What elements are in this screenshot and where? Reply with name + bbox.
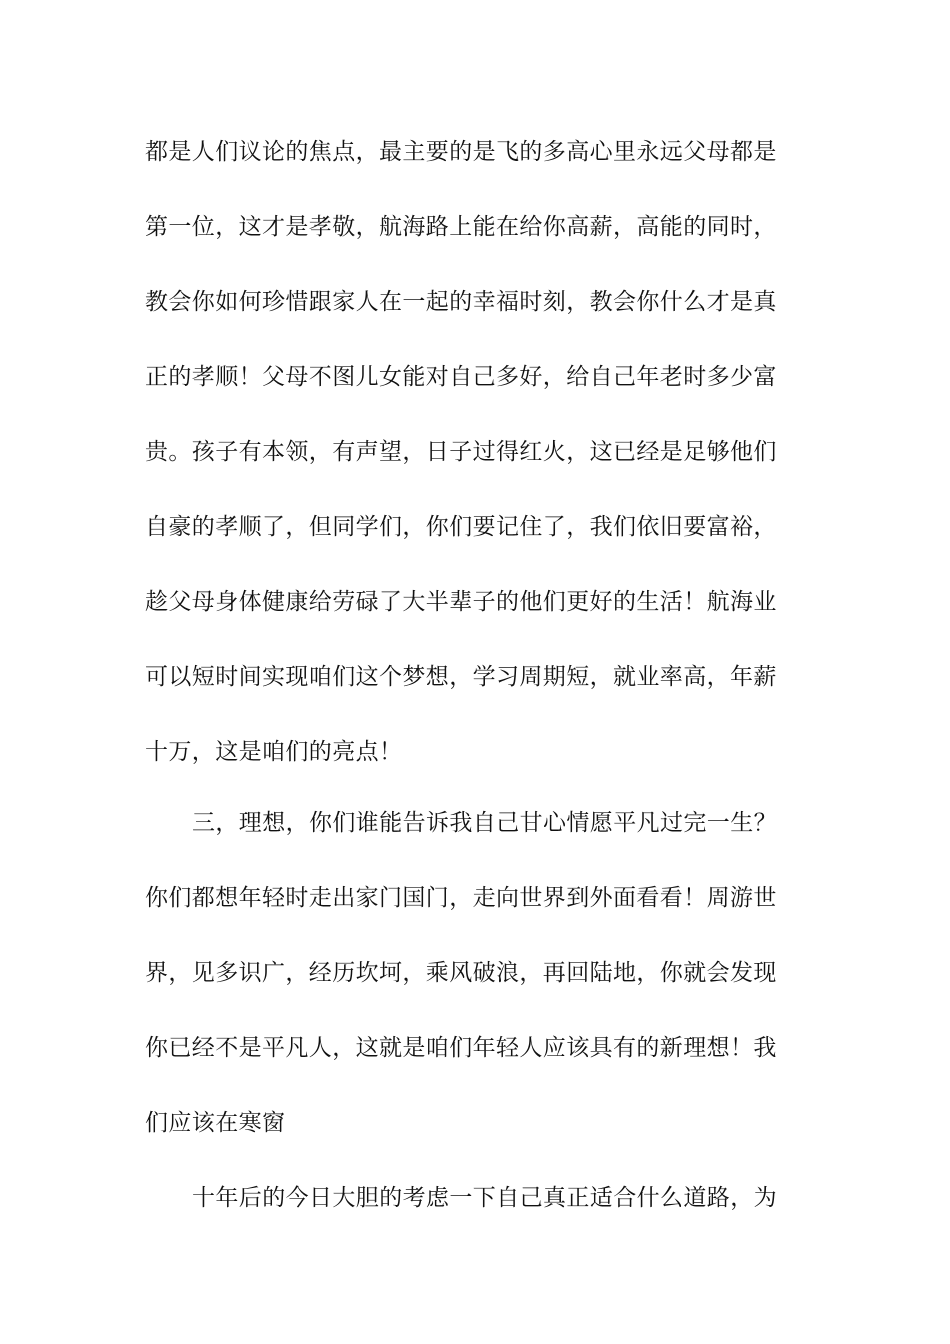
text-line: 都是人们议论的焦点，最主要的是飞的多高心里永远父母都是 bbox=[145, 139, 777, 165]
paragraph-heading-line: 三，理想，你们谁能告诉我自己甘心情愿平凡过完一生？ bbox=[192, 810, 777, 836]
text-line: 正的孝顺！父母不图儿女能对自己多好，给自己年老时多少富 bbox=[145, 364, 777, 390]
text-line: 可以短时间实现咱们这个梦想，学习周期短，就业率高，年薪 bbox=[145, 664, 777, 690]
text-line: 界，见多识广，经历坎坷，乘风破浪，再回陆地，你就会发现 bbox=[145, 960, 777, 986]
text-line: 趁父母身体健康给劳碌了大半辈子的他们更好的生活！航海业 bbox=[145, 589, 777, 615]
text-line: 教会你如何珍惜跟家人在一起的幸福时刻，教会你什么才是真 bbox=[145, 289, 777, 315]
text-line: 你已经不是平凡人，这就是咱们年轻人应该具有的新理想！我 bbox=[145, 1035, 777, 1061]
paragraph-first-line: 十年后的今日大胆的考虑一下自己真正适合什么道路，为 bbox=[192, 1185, 777, 1211]
text-line: 第一位，这才是孝敬，航海路上能在给你高薪，高能的同时， bbox=[145, 214, 777, 240]
text-line: 十万，这是咱们的亮点！ bbox=[145, 739, 403, 765]
text-line: 贵。孩子有本领，有声望，日子过得红火，这已经是足够他们 bbox=[145, 439, 777, 465]
text-line: 们应该在寒窗 bbox=[145, 1110, 286, 1136]
text-line: 你们都想年轻时走出家门国门，走向世界到外面看看！周游世 bbox=[145, 885, 777, 911]
text-line: 自豪的孝顺了，但同学们，你们要记住了，我们依旧要富裕， bbox=[145, 514, 777, 540]
